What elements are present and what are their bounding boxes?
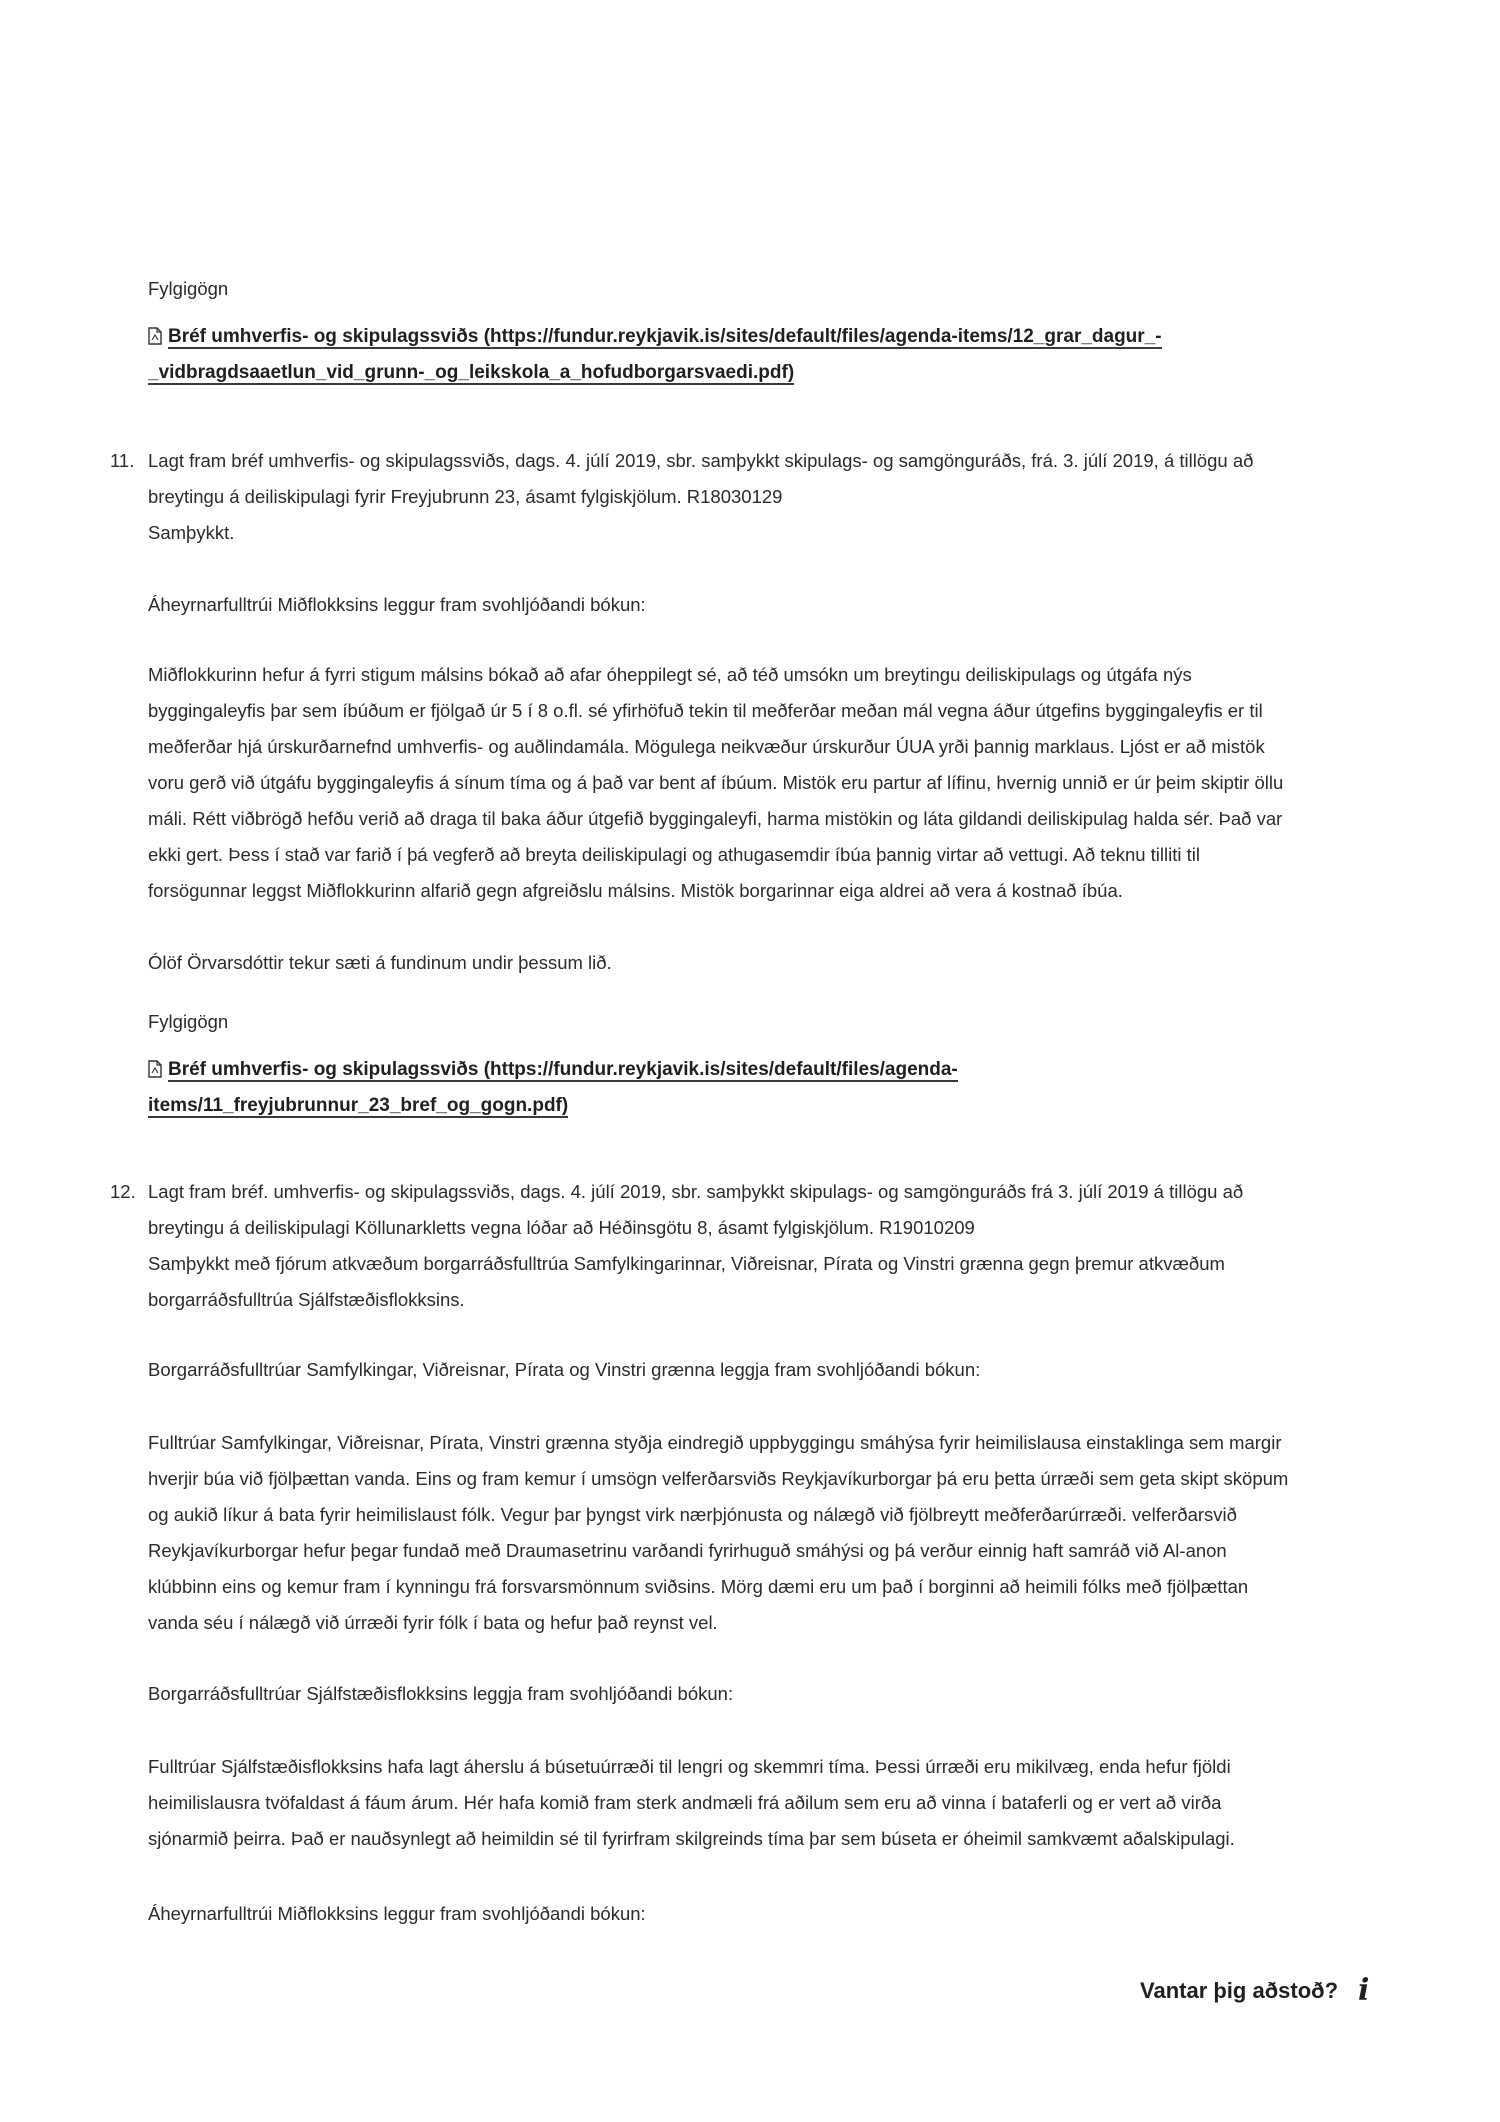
bokun-line: voru gerð við útgáfu byggingaleyfis á sínum tíma og á það var bent af íbúum. Mistök eru partur af lífinu, hvernig unnið er úr þeim skiptir öllu (148, 772, 1284, 793)
item-text-line: breytingu á deiliskipulagi fyrir Freyjubrunn 23, ásamt fylgiskjölum. R18030129 (148, 486, 783, 507)
attachment-link-text-line1[interactable]: Bréf umhverfis- og skipulagssviðs (https://fundur.reykjavik.is/sites/default/files/agenda-items/12_grar_dagur_- (168, 326, 1162, 347)
attachments-label: Fylgigögn (148, 1011, 229, 1032)
bokun-line: máli. Rétt viðbrögð hefðu verið að draga til baka áður útgefið byggingaleyfi, harma mistökin og láta gildandi deiliskipulag halda sér. Það var (148, 808, 1283, 829)
item-text-line: Lagt fram bréf umhverfis- og skipulagssviðs, dags. 4. júlí 2019, sbr. samþykkt skipulags- og samgönguráðs, frá. 3. júlí 2019, á tillögu að (148, 450, 1254, 471)
bokun-line: ekki gert. Þess í stað var farið í þá vegferð að breyta deiliskipulagi og athugasemdir íbúa þannig virtar að vettugi. Að teknu tilliti til (148, 844, 1200, 865)
attachment-link-text-line2[interactable]: _vidbragdsaaetlun_vid_grunn-_og_leikskola_a_hofudborgarsvaedi.pdf) (148, 362, 795, 383)
pdf-file-icon (148, 1060, 162, 1078)
item-text-line: Lagt fram bréf. umhverfis- og skipulagssviðs, dags. 4. júlí 2019, sbr. samþykkt skipulags- og samgönguráðs frá 3. júlí 2019 á tillögu að (148, 1181, 1244, 1202)
bokun-line: meðferðar hjá úrskurðarnefnd umhverfis- og auðlindamála. Mögulega neikvæður úrskurður ÚUA yrði þannig marklaus. Ljóst er að mistök (148, 736, 1265, 757)
attachment-link-text-line1[interactable]: Bréf umhverfis- og skipulagssviðs (https://fundur.reykjavik.is/sites/default/files/agenda- (168, 1059, 958, 1080)
pdf-file-icon (148, 327, 162, 345)
bokun-text (148, 1749, 1368, 1857)
bokun-intro: Borgarráðsfulltrúar Sjálfstæðisflokksins leggja fram svohljóðandi bókun: (148, 1683, 734, 1704)
agenda-item-12 (110, 1174, 1350, 1318)
bokun-line: forsögunnar leggst Miðflokkurinn alfarið gegn afgreiðslu málsins. Mistök borgarinnar eiga aldrei að vera á kostnað íbúa. (148, 880, 1123, 901)
bokun-line: hverjir búa við fjölþættan vanda. Eins og fram kemur í umsögn velferðarsviðs Reykjavíkurborgar þá eru þetta úrræði sem geta skipt sköpum (148, 1468, 1289, 1489)
bokun-intro: Áheyrnarfulltrúi Miðflokksins leggur fram svohljóðandi bókun: (148, 594, 646, 615)
help-button[interactable] (1140, 1973, 1370, 2008)
bokun-intro: Áheyrnarfulltrúi Miðflokksins leggur fram svohljóðandi bókun: (148, 1903, 646, 1924)
bokun-line: og aukið líkur á bata fyrir heimilislaust fólk. Vegur þar þyngst virk nærþjónusta og nálægð við fjölbreytt meðferðarúrræði. velferðarsvið (148, 1504, 1237, 1525)
bokun-line: Miðflokkurinn hefur á fyrri stigum málsins bókað að afar óheppilegt sé, að téð umsókn um breytingu deiliskipulags og útgáfa nýs (148, 664, 1192, 685)
bokun-line: klúbbinn eins og kemur fram í kynningu frá forsvarsmönnum sviðsins. Mörg dæmi eru um það í borginni að heimili fólks með fjölþættan (148, 1576, 1249, 1597)
bokun-text (148, 1425, 1368, 1641)
bokun-line: Reykjavíkurborgar hefur þegar fundað með Draumasetrinu varðandi fyrirhuguð smáhýsi og þá verður einnig haft samráð við Al-anon (148, 1540, 1227, 1561)
bokun-line: sjónarmið þeirra. Það er nauðsynlegt að heimildin sé til fyrirfram skilgreinds tíma þar sem búseta er óheimil samkvæmt aðalskipulagi. (148, 1828, 1235, 1849)
attachment-link-item-10-cont[interactable] (148, 355, 794, 391)
agenda-item-11 (110, 443, 1350, 551)
attachments-label: Fylgigögn (148, 278, 229, 299)
bokun-line: vanda séu í nálægð við úrræði fyrir fólk í bata og hefur það reynst vel. (148, 1612, 718, 1633)
bokun-line: heimilislausra tvöfaldast á fáum árum. Hér hafa komið fram sterk andmæli frá aðilum sem eru að vinna í bataferli og er vert að virða (148, 1792, 1222, 1813)
bokun-line: byggingaleyfis þar sem íbúðum er fjölgað úr 5 í 8 o.fl. sé yfirhöfuð tekin til meðferðar meðan mál vegna áður útgefins byggingaleyfis er til (148, 700, 1263, 721)
item-number: 12. (110, 1181, 136, 1202)
item-text-line: breytingu á deiliskipulagi Köllunarkletts vegna lóðar að Héðinsgötu 8, ásamt fylgiskjölum. R19010209 (148, 1217, 975, 1238)
bokun-text (148, 657, 1368, 909)
item-decision: borgarráðsfulltrúa Sjálfstæðisflokksins. (148, 1289, 465, 1310)
bokun-intro: Borgarráðsfulltrúar Samfylkingar, Viðreisnar, Pírata og Vinstri grænna leggja fram svohljóðandi bókun: (148, 1359, 981, 1380)
bokun-line: Fulltrúar Samfylkingar, Viðreisnar, Pírata, Vinstri grænna styðja eindregið uppbyggingu smáhýsa fyrir heimilislausa einstaklinga sem margir (148, 1432, 1282, 1453)
attachment-link-item-10[interactable] (148, 319, 1162, 355)
bokun-line: Fulltrúar Sjálfstæðisflokksins hafa lagt áherslu á búsetuúrræði til lengri og skemmri tíma. Þessi úrræði eru mikilvæg, enda hefur fjöldi (148, 1756, 1231, 1777)
info-icon[interactable]: i (1358, 1973, 1370, 2008)
attachment-link-item-11-cont[interactable] (148, 1088, 568, 1124)
item-decision: Samþykkt. (148, 522, 235, 543)
seat-note: Ólöf Örvarsdóttir tekur sæti á fundinum undir þessum lið. (148, 952, 612, 973)
attachment-link-item-11[interactable] (148, 1052, 958, 1088)
attachment-link-text-line2[interactable]: items/11_freyjubrunnur_23_bref_og_gogn.pdf) (148, 1095, 569, 1116)
help-label[interactable]: Vantar þig aðstoð? (1140, 1978, 1339, 2003)
item-decision: Samþykkt með fjórum atkvæðum borgarráðsfulltrúa Samfylkingarinnar, Viðreisnar, Pírata og Vinstri grænna gegn þremur atkvæðum (148, 1253, 1225, 1274)
item-number: 11. (110, 450, 135, 471)
